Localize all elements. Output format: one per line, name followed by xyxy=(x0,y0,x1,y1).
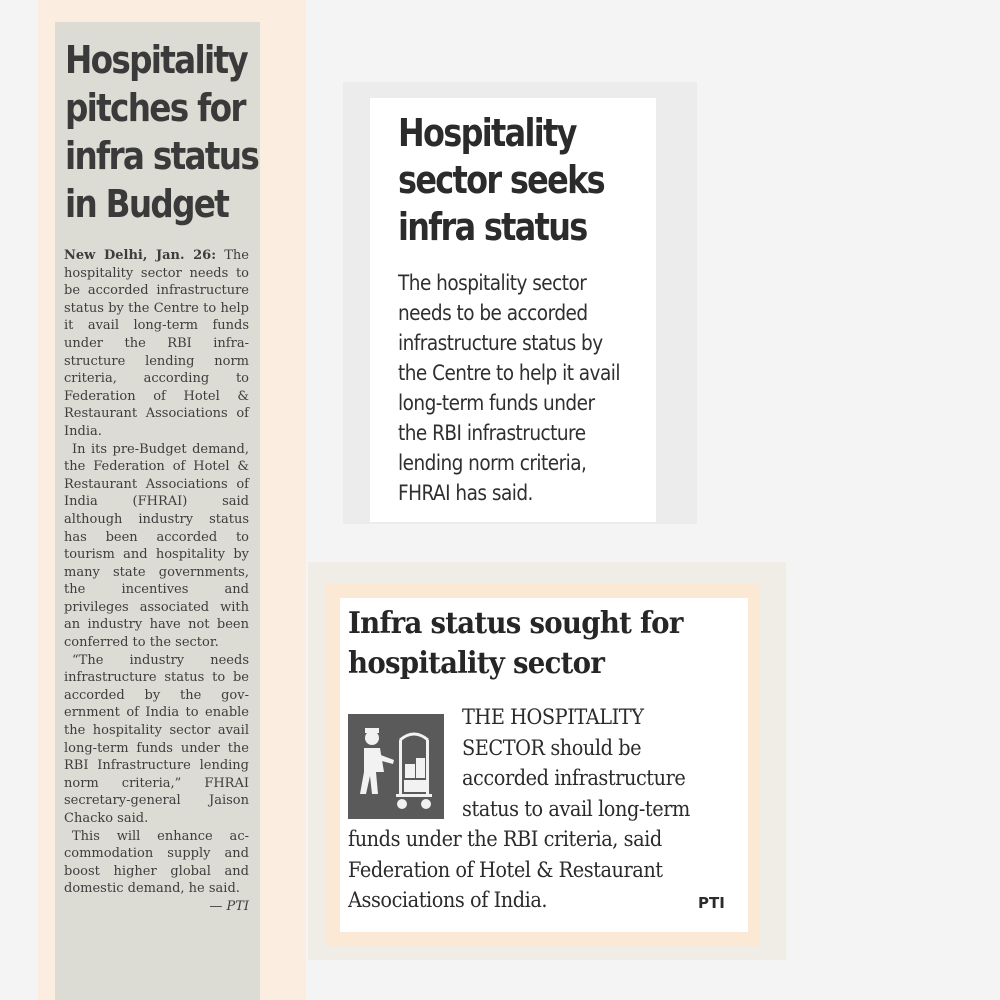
paragraph-text: The hospitality sector needs to be accorded infrastructure status by the Centre to help it avail long-term funds under the RBI infrastructure lending norm criteria, according to Federation of Hotel & Restaurant Associations of India. xyxy=(64,248,249,439)
body-line: FHRAI has said. xyxy=(398,481,533,505)
body-line: funds under the RBI criteria, said xyxy=(348,827,662,851)
clipping-bottom-right-headline xyxy=(348,604,734,684)
body-line: Associations of India. xyxy=(348,888,548,912)
clipping-left-headline xyxy=(65,36,259,228)
body-line: The hospitality sector xyxy=(398,271,587,295)
paragraph xyxy=(64,247,249,441)
clipping-left xyxy=(55,22,260,1000)
clipping-left-body xyxy=(64,247,249,916)
paragraph-text: This will enhance accommodation supply and boost higher global and domestic demand, he said. xyxy=(64,828,249,897)
clipping-top-right-headline xyxy=(398,110,625,251)
body-line: SECTOR should be xyxy=(462,735,642,760)
clipping-bottom-right xyxy=(340,598,748,932)
headline-line: sector seeks xyxy=(398,158,604,202)
body-line: Federation of Hotel & Restaurant xyxy=(348,857,663,882)
credit: PTI xyxy=(698,894,725,912)
body-line: status to avail long-term xyxy=(462,796,690,821)
headline-line: Hospitality xyxy=(65,38,247,82)
clipping-top-right xyxy=(370,98,656,522)
clipping-bottom-right-lead xyxy=(462,702,729,824)
headline-line: hospitality sector xyxy=(348,646,605,681)
headline-line: in Budget xyxy=(65,182,229,226)
body-line: the RBI infrastructure xyxy=(398,421,586,445)
paragraph: In its pre-Budget demand, the Federation of Hotel & Restaurant Associations of India (FHRAI) said although industry status has been accorded to tourism and hospitality by many state governments, the incentives and privileges associated with an industry have not been conferred to the sector. xyxy=(64,441,249,651)
paragraph: “The industry needs infrastructure status to be accorded by the government of India to enable the hospitality sector avail long-term funds under the RBI Infrastructure lending norm criteria,” FHRAI secretary-general Jaison Chacko said. xyxy=(64,652,249,826)
body-line: lending norm criteria, xyxy=(398,451,587,475)
dateline: New Delhi, Jan. 26: xyxy=(64,248,217,263)
headline-line: infra status xyxy=(398,205,587,249)
body-line: the Centre to help it avail xyxy=(398,361,620,385)
clipping-bottom-right-body xyxy=(348,824,734,916)
headline-line: pitches for xyxy=(65,86,245,130)
headline-line: infra status xyxy=(65,134,259,178)
credit: — PTI xyxy=(209,898,249,914)
body-line: long-term funds under xyxy=(398,391,595,415)
headline-line: Hospitality xyxy=(398,111,576,155)
body-line: infrastructure status by xyxy=(398,331,603,355)
body-line: THE HOSPITALITY xyxy=(462,705,644,729)
bellhop-luggage-trolley-icon xyxy=(348,714,444,819)
paragraph xyxy=(64,828,249,914)
bellhop-luggage-trolley-icon xyxy=(348,714,444,819)
clipping-top-right-body xyxy=(398,268,636,508)
headline-line: Infra status sought for xyxy=(348,606,683,641)
body-line: accorded infrastructure xyxy=(462,766,686,790)
body-line: needs to be accorded xyxy=(398,301,588,325)
